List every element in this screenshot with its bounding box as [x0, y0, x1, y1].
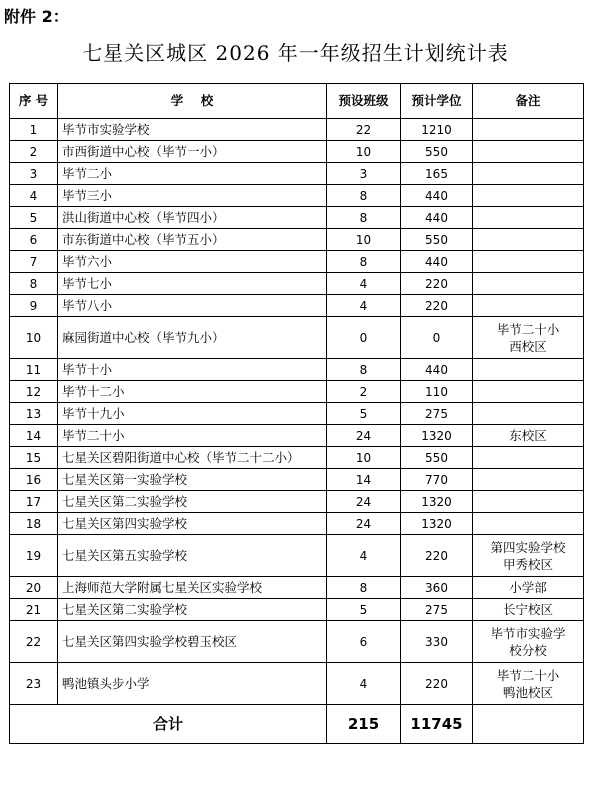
table-header-row	[10, 84, 584, 119]
row-seats: 275	[401, 403, 473, 425]
row-index: 11	[10, 359, 58, 381]
table-row	[10, 535, 584, 577]
row-note: 毕节市实验学 校分校	[473, 621, 584, 663]
table-row	[10, 317, 584, 359]
table-row	[10, 491, 584, 513]
row-index: 18	[10, 513, 58, 535]
row-school: 毕节六小	[58, 251, 327, 273]
row-classes: 10	[327, 447, 401, 469]
table-row	[10, 273, 584, 295]
row-index: 4	[10, 185, 58, 207]
row-classes: 4	[327, 535, 401, 577]
row-note	[473, 491, 584, 513]
row-school: 七星关区第一实验学校	[58, 469, 327, 491]
table-row	[10, 229, 584, 251]
header-seats: 预计学位	[401, 84, 473, 119]
row-classes: 2	[327, 381, 401, 403]
total-seats: 11745	[401, 705, 473, 744]
row-school: 毕节市实验学校	[58, 119, 327, 141]
row-index: 1	[10, 119, 58, 141]
row-note	[473, 403, 584, 425]
row-note	[473, 273, 584, 295]
row-note	[473, 295, 584, 317]
row-index: 2	[10, 141, 58, 163]
row-classes: 5	[327, 599, 401, 621]
row-school: 毕节七小	[58, 273, 327, 295]
row-classes: 10	[327, 141, 401, 163]
row-classes: 6	[327, 621, 401, 663]
total-row	[10, 705, 584, 744]
page-title: 七星关区城区 2026 年一年级招生计划统计表	[82, 41, 509, 65]
row-index: 23	[10, 663, 58, 705]
row-school: 毕节十二小	[58, 381, 327, 403]
row-classes: 24	[327, 425, 401, 447]
total-note	[473, 705, 584, 744]
row-index: 5	[10, 207, 58, 229]
table-row	[10, 513, 584, 535]
row-note	[473, 119, 584, 141]
row-index: 12	[10, 381, 58, 403]
table-row	[10, 621, 584, 663]
row-index: 8	[10, 273, 58, 295]
row-classes: 14	[327, 469, 401, 491]
row-seats: 770	[401, 469, 473, 491]
row-classes: 4	[327, 295, 401, 317]
row-school: 毕节八小	[58, 295, 327, 317]
row-note: 第四实验学校 甲秀校区	[473, 535, 584, 577]
row-classes: 8	[327, 207, 401, 229]
row-seats: 275	[401, 599, 473, 621]
row-index: 16	[10, 469, 58, 491]
row-seats: 220	[401, 535, 473, 577]
row-classes: 8	[327, 185, 401, 207]
row-classes: 0	[327, 317, 401, 359]
row-classes: 24	[327, 513, 401, 535]
row-classes: 4	[327, 663, 401, 705]
table-row	[10, 295, 584, 317]
row-school: 上海师范大学附属七星关区实验学校	[58, 577, 327, 599]
row-school: 麻园街道中心校（毕节九小）	[58, 317, 327, 359]
row-note	[473, 163, 584, 185]
row-note	[473, 513, 584, 535]
row-index: 14	[10, 425, 58, 447]
table-row	[10, 207, 584, 229]
table-row	[10, 663, 584, 705]
row-school: 七星关区第二实验学校	[58, 491, 327, 513]
row-classes: 8	[327, 577, 401, 599]
row-note	[473, 381, 584, 403]
row-school: 七星关区第四实验学校	[58, 513, 327, 535]
row-school: 毕节十九小	[58, 403, 327, 425]
header-index: 序 号	[10, 84, 58, 119]
row-seats: 440	[401, 207, 473, 229]
header-school: 学 校	[58, 84, 327, 119]
row-classes: 5	[327, 403, 401, 425]
row-school: 毕节十小	[58, 359, 327, 381]
row-school: 毕节二十小	[58, 425, 327, 447]
row-index: 13	[10, 403, 58, 425]
row-classes: 8	[327, 251, 401, 273]
table-row	[10, 469, 584, 491]
row-seats: 1320	[401, 491, 473, 513]
row-classes: 10	[327, 229, 401, 251]
row-classes: 3	[327, 163, 401, 185]
attachment-label: 附件 2：	[4, 7, 69, 26]
row-seats: 440	[401, 185, 473, 207]
row-school: 七星关区第四实验学校碧玉校区	[58, 621, 327, 663]
row-seats: 440	[401, 359, 473, 381]
row-seats: 330	[401, 621, 473, 663]
row-school: 七星关区第二实验学校	[58, 599, 327, 621]
enrollment-table	[9, 83, 584, 744]
row-seats: 360	[401, 577, 473, 599]
table-row	[10, 447, 584, 469]
header-classes: 预设班级	[327, 84, 401, 119]
row-school: 市西街道中心校（毕节一小）	[58, 141, 327, 163]
row-seats: 1320	[401, 513, 473, 535]
row-classes: 8	[327, 359, 401, 381]
table-body	[10, 119, 584, 705]
row-index: 10	[10, 317, 58, 359]
row-seats: 550	[401, 229, 473, 251]
row-note	[473, 185, 584, 207]
row-school: 七星关区碧阳街道中心校（毕节二十二小）	[58, 447, 327, 469]
row-seats: 550	[401, 447, 473, 469]
row-seats: 165	[401, 163, 473, 185]
table-row	[10, 119, 584, 141]
table-row	[10, 599, 584, 621]
row-seats: 220	[401, 295, 473, 317]
row-seats: 1210	[401, 119, 473, 141]
row-index: 15	[10, 447, 58, 469]
row-seats: 550	[401, 141, 473, 163]
row-note: 毕节二十小 西校区	[473, 317, 584, 359]
table-row	[10, 381, 584, 403]
row-classes: 4	[327, 273, 401, 295]
row-seats: 110	[401, 381, 473, 403]
row-classes: 24	[327, 491, 401, 513]
row-note: 小学部	[473, 577, 584, 599]
row-seats: 440	[401, 251, 473, 273]
row-note: 长宁校区	[473, 599, 584, 621]
row-index: 9	[10, 295, 58, 317]
row-school: 毕节二小	[58, 163, 327, 185]
row-note	[473, 229, 584, 251]
row-index: 17	[10, 491, 58, 513]
row-note: 毕节二十小 鸭池校区	[473, 663, 584, 705]
row-school: 洪山街道中心校（毕节四小）	[58, 207, 327, 229]
row-seats: 1320	[401, 425, 473, 447]
row-note	[473, 359, 584, 381]
row-school: 七星关区第五实验学校	[58, 535, 327, 577]
row-note: 东校区	[473, 425, 584, 447]
row-seats: 0	[401, 317, 473, 359]
row-index: 6	[10, 229, 58, 251]
row-index: 22	[10, 621, 58, 663]
row-school: 毕节三小	[58, 185, 327, 207]
total-label: 合计	[10, 705, 327, 744]
table-row	[10, 425, 584, 447]
row-note	[473, 141, 584, 163]
row-note	[473, 207, 584, 229]
row-seats: 220	[401, 663, 473, 705]
total-classes: 215	[327, 705, 401, 744]
row-school: 市东街道中心校（毕节五小）	[58, 229, 327, 251]
row-note	[473, 447, 584, 469]
row-note	[473, 251, 584, 273]
row-seats: 220	[401, 273, 473, 295]
row-index: 7	[10, 251, 58, 273]
header-note: 备注	[473, 84, 584, 119]
table-row	[10, 359, 584, 381]
row-index: 21	[10, 599, 58, 621]
row-note	[473, 469, 584, 491]
row-index: 19	[10, 535, 58, 577]
table-row	[10, 141, 584, 163]
table-row	[10, 251, 584, 273]
table-row	[10, 163, 584, 185]
row-classes: 22	[327, 119, 401, 141]
table-row	[10, 577, 584, 599]
row-school: 鸭池镇头步小学	[58, 663, 327, 705]
row-index: 20	[10, 577, 58, 599]
row-index: 3	[10, 163, 58, 185]
table-row	[10, 403, 584, 425]
table-row	[10, 185, 584, 207]
